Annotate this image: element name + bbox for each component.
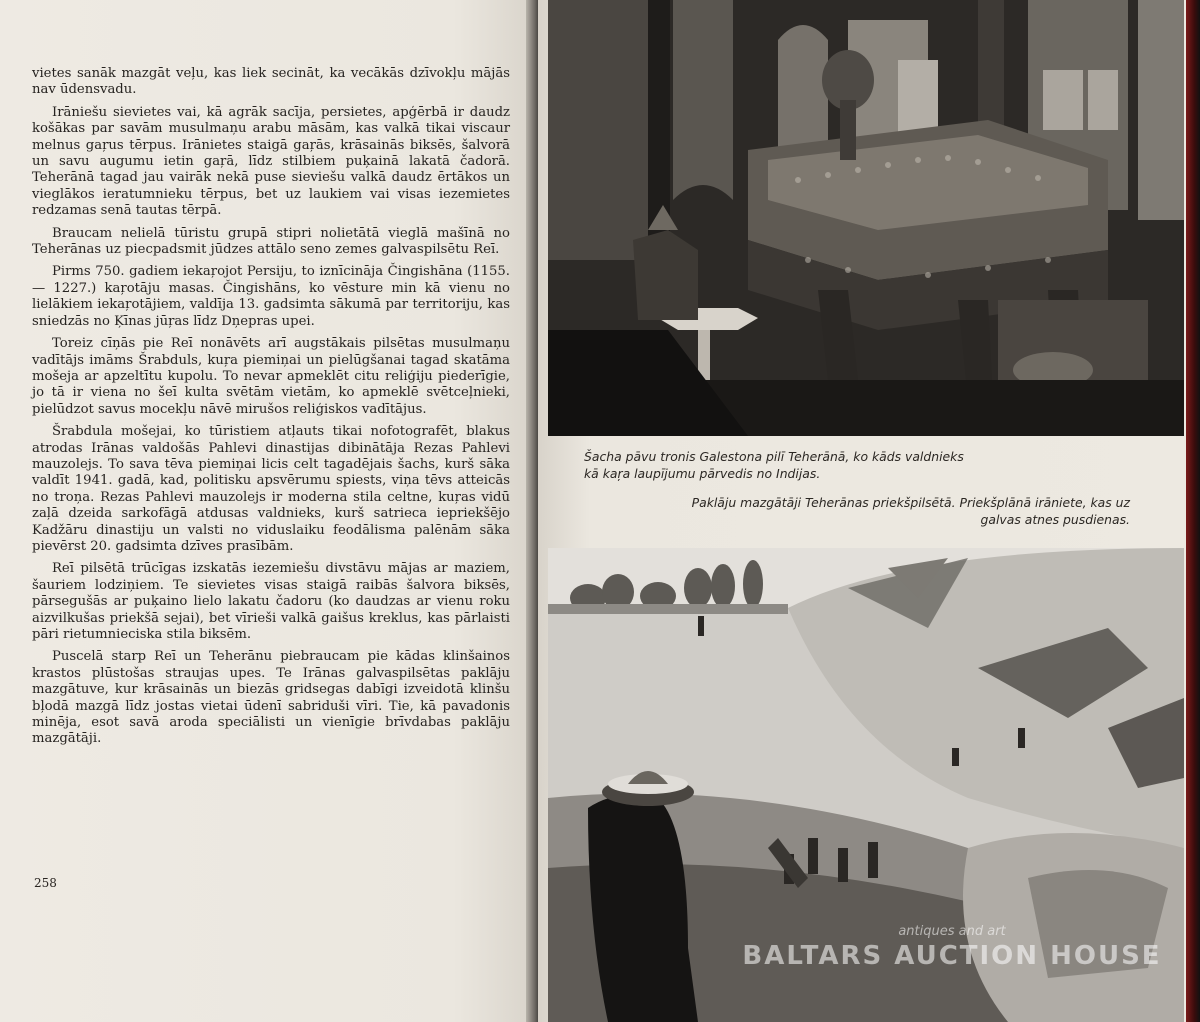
caption-carpet-washers: Paklāju mazgātāji Teherānas priekšpilsētā. Priekšplānā irāniete, kas uz galvas atnes pusdienas. (691, 495, 1130, 527)
paragraph-3: Braucam nelielā tūristu grupā stipri nolietātā vieglā mašīnā no Teherānas uz piecpadsmit jūdzes attālo seno zemes galvaspilsētu Reī. (32, 225, 510, 258)
watermark-main: BALTARS AUCTION HOUSE (742, 941, 1162, 971)
peacock-throne-image (548, 0, 1184, 436)
paragraph-4: Pirms 750. gadiem iekaŗojot Persiju, to iznīcināja Čingishāna (1155. — 1227.) kaŗotāju masas. Čingishāns, ko vēsture min kā vienu no lielākiem iekaŗotājiem, valdīja 13. gadsimta sākumā par territoriju, kas sniedzās no Ķīnas jūŗas līdz Dņepras upei. (32, 264, 510, 329)
paragraph-6: Šrabdula mošejai, ko tūristiem atļauts tikai nofotografēt, blakus atrodas Irānas valdošās Pahlevi dinastijas dibinātāja Rezas Pahlevi mauzolejs. To sava tēva piemiņai licis celt tagadējais šachs, kurš sāka valdīt 1941. gadā, kad, politisku apsvērumu spiests, viņa tēvs atteicās no troņa. Rezas Pahlevi mauzolejs ir moderna stila celtne, kuŗas vidū zaļā dzeida sarkofāgā atdusas valdnieks, kurš satrieca iepriekšējo Kadžāru dinastiju un valsti no viduslaiku feodālisma palēnām sāka pievērst 20. gadsimta dzīves prasībām. (32, 424, 510, 554)
left-page (0, 0, 534, 1022)
paragraph-5: Toreiz cīņās pie Reī nonāvēts arī augstākais pilsētas musulmaņu vadītājs imāms Šrabduls, kuŗa piemiņai un pielūgšanai tagad skatāma mošeja ar apzeltītu kupolu. To nevar apmeklēt citu reliģiju piederīgie, jo tā ir viena no šeī kulta svētām vietām, ko apmeklē svētceļnieki, pielūdzot savus mocekļu nāvē mirušos reliģiskos vadītājus. (32, 336, 510, 417)
left-page-text-column (32, 66, 510, 754)
photo-peacock-throne (548, 0, 1184, 436)
watermark-script: antiques and art (898, 924, 1006, 939)
paragraph-1: vietes sanāk mazgāt veļu, kas liek secināt, ka vecākās dzīvokļu mājās nav ūdensvadu. (32, 66, 510, 98)
watermark (722, 924, 1182, 971)
paragraph-2: Irāniešu sievietes vai, kā agrāk sacīja, persietes, apģērbā ir daudz košākas par savām musulmaņu arabu māsām, kas valkā tikai viscaur melnus gaŗus tērpus. Irānietes staigā gaŗās, krāsainās biksēs, šalvorā un savu augumu ietin gaŗā, līdz stilbiem puķainā lakatā čadorā. Teherānā tagad jau vairāk nekā puse sieviešu valkā daudz ērtākos un vieglākos ieratumnieku tērpus, bet uz laukiem vai visas iezemietes redzamas senā tautas tērpā. (32, 104, 510, 219)
page-number: 258 (34, 876, 57, 890)
caption-peacock-throne: Šacha pāvu tronis Galestona pilī Teherānā, ko kāds valdnieks kā kaŗa laupījumu pārvedis no Indijas. (584, 449, 964, 481)
book-cover-edge (1186, 0, 1200, 1022)
paragraph-7: Reī pilsētā trūcīgas izskatās iezemiešu divstāvu mājas ar maziem, šauriem lodziņiem. Te sievietes visas staigā raibās šalvora biksēs, pārsegušās ar puķaino lielo lakatu čadoru (ko daudzas ar vienu roku aizvilkušas priekšā sejai), bet vīrieši valkā gaišus kreklus, kas pārlaisti pāri rietumnieciska stila biksēm. (32, 561, 510, 642)
paragraph-8: Puscelā starp Reī un Teherānu piebraucam pie kādas klinšainos krastos plūstošas straujas upes. Te Irānas galvaspilsētas paklāju mazgātuve, kur krāsainās un biezās gridsegas dabīgi izveidotā klinšu bļodā mazgā līdz jostas vietai ūdenī sabriduši vīri. Tie, kā pavadonis minēja, esot savā aroda speciālisti un vienīgie brīvdabas paklāju mazgātāji. (32, 649, 510, 747)
